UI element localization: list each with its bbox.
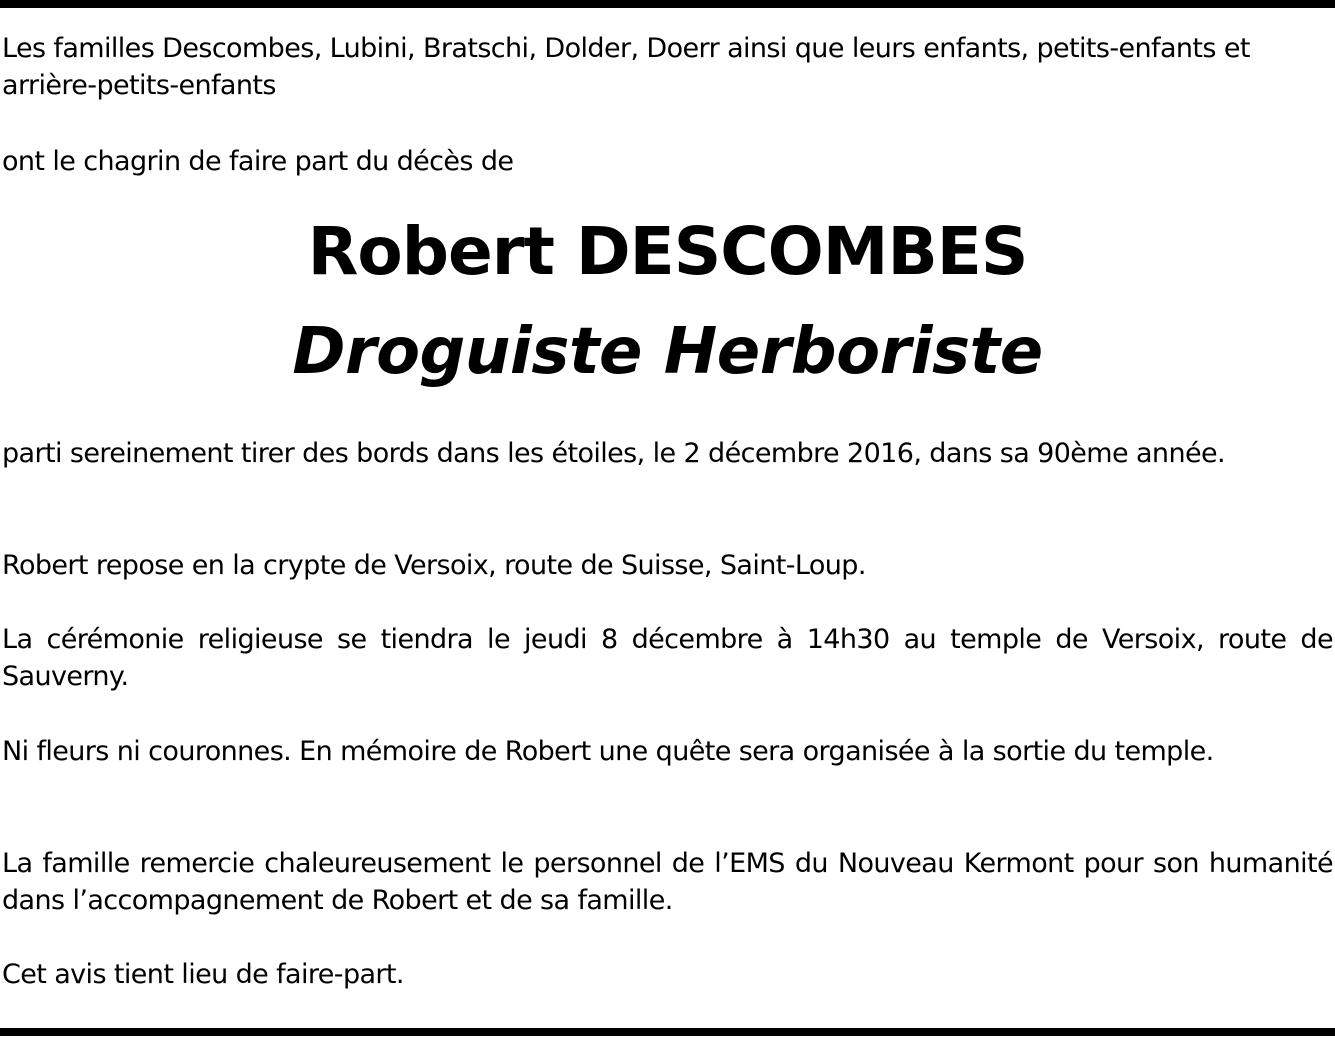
deceased-name: Robert DESCOMBES [307, 213, 1028, 290]
deceased-profession: Droguiste Herboriste [292, 315, 1043, 389]
thanks-paragraph: La famille remercie chaleureusement le personnel de l’EMS du Nouveau Kermont pour son humanité dans l’accompagnement de Robert et de sa famille. [2, 848, 1333, 916]
ceremony-paragraph: La cérémonie religieuse se tiendra le jeudi 8 décembre à 14h30 au temple de Versoix, route de Sauverny. [2, 624, 1333, 692]
intro-announcement-paragraph: ont le chagrin de faire part du décès de [2, 146, 514, 177]
top-border-rule [0, 0, 1335, 8]
bottom-border-rule [0, 1028, 1335, 1036]
intro-families-paragraph: Les familles Descombes, Lubini, Bratschi, Dolder, Doerr ainsi que leurs enfants, petits-enfants et arrière-petits-enfants [2, 33, 1250, 101]
passing-paragraph: parti sereinement tirer des bords dans les étoiles, le 2 décembre 2016, dans sa 90ème année. [2, 438, 1225, 469]
closing-paragraph: Cet avis tient lieu de faire-part. [2, 959, 404, 990]
rest-place-paragraph: Robert repose en la crypte de Versoix, route de Suisse, Saint-Loup. [2, 550, 866, 581]
flowers-paragraph: Ni fleurs ni couronnes. En mémoire de Robert une quête sera organisée à la sortie du temple. [2, 736, 1214, 767]
